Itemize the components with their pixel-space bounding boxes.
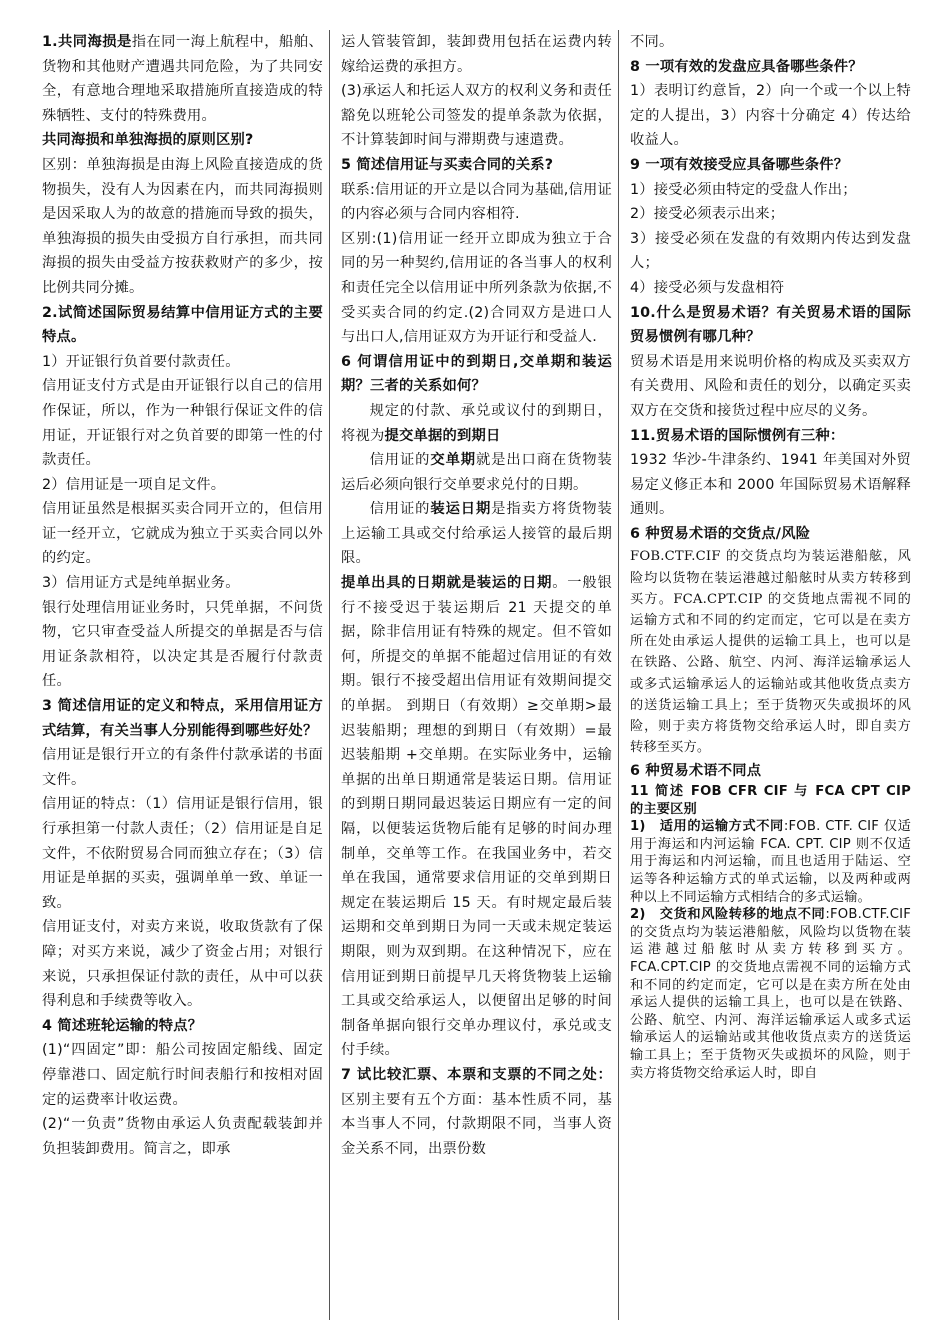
bold-text: 1.共同海损是 <box>42 34 132 50</box>
section-heading <box>42 1014 323 1039</box>
paragraph <box>42 1038 323 1112</box>
paragraph <box>630 906 911 1082</box>
section-heading <box>630 522 911 547</box>
text: 。一般银行不接受迟于装运期后 21 天提交的单据，除非信用证有特殊的规定。但不管如何，所提交的单据不能超过信用证的有效期。银行不接受超出信用证有效期间提交的单据。 到期日（有效期）≥交单期>最迟装船期；理想的到期日（有效期）=最迟装船期 +交单期。在实际业务中，运输单据的出单日期通常是装运日期。信用证的到期日期同最迟装运日期应有一定的间隔，以便装运货物后能有足够的时间办理制单，交单等工作。在我国业务中，若交单在我国，通常要求信用证的交单到期日规定在装运期后 15 天。有时规定最后装运期和交单到期日为同一天或未规定装运期限，则为双到期。在这种情况下，应在信用证到期日前提早几天将货物装上运输工具或交给承运人，以便留出足够的时间制备单据向银行交单办理议付，承兑或支付手续。 <box>341 575 612 1059</box>
paragraph <box>341 30 612 79</box>
bold-text: 交单期 <box>430 452 476 469</box>
paragraph <box>341 497 612 571</box>
bold-text: 提交单据的到期日 <box>384 427 501 444</box>
paragraph <box>341 178 612 227</box>
text: 11.贸易术语的国际惯例有三种： <box>630 427 845 444</box>
column-left <box>42 30 329 1320</box>
text: 2）接受必须表示出来； <box>630 206 785 223</box>
text: 信用证的 <box>369 501 431 518</box>
text: 11 简述 FOB CFR CIF 与 FCA CPT CIP 的主要区别 <box>630 784 911 817</box>
bold-text: 装运日期 <box>430 501 492 518</box>
text: 3 简述信用证的定义和特点，采用信用证方式结算，有关当事人分别能得到哪些好处？ <box>42 698 323 739</box>
paragraph <box>42 30 323 128</box>
paragraph <box>42 915 323 1013</box>
section-heading <box>630 153 911 178</box>
text: 信用证的特点：（1）信用证是银行信用，银行承担第一付款人责任；（2）信用证是自足文件，不依附贸易合同而独立存在；（3）信用证是单据的买卖，强调单单一致、单证一致。 <box>42 796 323 911</box>
text: 3）接受必须在发盘的有效期内传达到发盘人； <box>630 230 911 272</box>
paragraph <box>341 399 612 448</box>
paragraph <box>630 202 911 227</box>
paragraph <box>341 1063 612 1161</box>
text: 银行处理信用证业务时，只凭单据，不问货物，它只审查受益人所提交的单据是否与信用证条款相符，以决定其是否履行付款责任。 <box>42 599 323 690</box>
column-right <box>618 30 911 1320</box>
text: 6 种贸易术语的交货点/风险 <box>630 525 811 542</box>
paragraph <box>630 350 911 424</box>
text: 5 简述信用证与买卖合同的关系? <box>341 156 554 173</box>
text: FOB.CTF.CIF 的交货点均为装运港船舷，风险均以货物在装运港越过船舷时从卖方转移到买方。FCA.CPT.CIP 的交货地点需视不同的运输方式和不同的约定而定，它可以是在卖方所在处由承运人提供的运输工具上，也可以是在铁路、公路、航空、内河、海洋运输承运人或多式运输承运人的运输站或其他收货点卖方的送货运输工具上；至于货物灭失或损坏的风险，则于卖方将货物交给承运人时，即自卖方转移至买方。 <box>630 549 911 756</box>
bold-text: 1) 适用的运输方式不同 <box>630 819 784 835</box>
text: (1)“四固定”即：船公司按固定船线、固定停靠港口、固定航行时间表船行和按相对固定的运费率计收运费。 <box>42 1042 323 1108</box>
paragraph <box>630 818 911 906</box>
paragraph <box>42 571 323 596</box>
text: 4 简述班轮运输的特点？ <box>42 1017 203 1034</box>
paragraph <box>630 227 911 276</box>
text: 信用证支付方式是由开证银行以自己的信用作保证，所以，作为一种银行保证文件的信用证，开证银行对之负首要的即第一性的付款责任。 <box>42 378 323 469</box>
paragraph <box>630 448 911 522</box>
text: 信用证是银行开立的有条件付款承诺的书面文件。 <box>42 747 323 788</box>
paragraph <box>42 497 323 571</box>
section-heading <box>630 783 911 818</box>
section-heading <box>42 694 323 743</box>
paragraph <box>341 571 612 1063</box>
paragraph <box>42 350 323 375</box>
text: 信用证虽然是根据买卖合同开立的，但信用证一经开立，它就成为独立于买卖合同以外的约定。 <box>42 501 323 567</box>
text: 6 种贸易术语不同点 <box>630 762 762 779</box>
column-middle <box>329 30 618 1320</box>
document-page <box>42 30 922 1320</box>
text: 联系:信用证的开立是以合同为基础,信用证的内容必须与合同内容相符. <box>341 181 612 223</box>
text: 4）接受必须与发盘相符 <box>630 279 785 296</box>
section-heading <box>42 301 323 350</box>
text: 1）接受必须由特定的受盘人作出； <box>630 181 857 198</box>
text: 不同。 <box>630 34 674 50</box>
text: 8 一项有效的发盘应具备哪些条件？ <box>630 58 863 75</box>
paragraph <box>42 743 323 792</box>
text: 是指卖方将货物装上运输工具或交付给承运人接管的最后期限。 <box>341 501 612 567</box>
text: 1932 华沙-牛津条约、1941 年美国对外贸易定义修正本和 2000 年国际贸易术语解释通则。 <box>630 452 911 518</box>
text: 就是出口商在货物装运后必须向银行交单要求兑付的日期。 <box>341 452 612 493</box>
paragraph <box>341 79 612 153</box>
text: 2.试简述国际贸易结算中信用证方式的主要特点。 <box>42 304 323 346</box>
text: (2)“一负责”货物由承运人负责配载装卸并负担装卸费用。简言之，即承 <box>42 1116 323 1157</box>
paragraph <box>42 792 323 915</box>
text: 区别:(1)信用证一经开立即成为独立于合同的另一种契约,信用证的各当事人的权利和责任完全以信用证中所列条款为依据,不受买卖合同的约定.(2)合同双方是进口人与出口人,信用证双方为开证行和受益人. <box>341 230 612 346</box>
bold-text: 7 试比较汇票、本票和支票的不同之处： <box>341 1066 612 1083</box>
section-heading <box>630 424 911 449</box>
text: 信用证支付，对卖方来说，收取货款有了保障；对买方来说，减少了资金占用；对银行来说，只承担保证付款的责任，从中可以获得利息和手续费等收入。 <box>42 919 323 1010</box>
text: 规定的付款、承兑或议付的到期日，将视为 <box>341 402 612 444</box>
paragraph <box>42 153 323 301</box>
text: 9 一项有效接受应具备哪些条件？ <box>630 156 849 173</box>
section-heading <box>42 128 323 153</box>
paragraph <box>42 374 323 472</box>
text: :FOB. CTF. CIF 仅适用于海运和内河运输 FCA. CPT. CIP 则不仅适用于海运和内河运输，而且也适用于陆运、空运等各种运输方式的单式运输，以及两种或两种以上不同运输方式相结合的多式运输。 <box>630 819 911 905</box>
text: 指在同一海上航程中，船舶、货物和其他财产遭遇共同危险，为了共同安全，有意地合理地采取措施所直接造成的特殊牺牲、支付的特殊费用。 <box>42 34 323 124</box>
bold-text: 2) 交货和风险转移的地点不同 <box>630 907 826 923</box>
text: :FOB.CTF.CIF 的交货点均为装运港船舷，风险均以货物在装运港越过船舷时从卖方转移到买方。FCA.CPT.CIP 的交货地点需视不同的运输方式和不同的约定而定，它可以是在卖方所在处由承运人提供的运输工具上，也可以是在铁路、公路、航空、内河、海洋运输承运人或多式运输承运人的运输站或其他收货点卖方的送货运输工具上；至于货物灭失或损坏的风险，则于卖方将货物交给承运人时，即自 <box>630 907 911 1081</box>
text: 贸易术语是用来说明价格的构成及买卖双方有关费用、风险和责任的划分，以确定买卖双方在交货和接货过程中应尽的义务。 <box>630 353 911 419</box>
paragraph <box>42 596 323 694</box>
section-heading <box>630 55 911 80</box>
section-heading <box>341 153 612 178</box>
text: 区别：单独海损是由海上风险直接造成的货物损失，没有人为因素在内，而共同海损则是因采取人为的故意的措施而导致的损失，单独海损的损失由受损方自行承担，而共同海损的损失由受益方按获救财产的多少，按比例共同分摊。 <box>42 156 323 296</box>
paragraph <box>630 30 911 55</box>
text: 信用证的 <box>369 452 431 469</box>
text: 1）开证银行负首要付款责任。 <box>42 353 240 370</box>
text: 6 何谓信用证中的到期日,交单期和装运期？三者的关系如何？ <box>341 353 612 395</box>
text: 3）信用证方式是纯单据业务。 <box>42 575 240 592</box>
paragraph <box>630 276 911 301</box>
bold-text: 提单出具的日期就是装运的日期 <box>341 575 553 592</box>
paragraph <box>630 178 911 203</box>
section-heading <box>341 350 612 399</box>
text: 共同海损和单独海损的原则区别? <box>42 132 254 149</box>
section-heading <box>630 759 911 784</box>
text: 区别主要有五个方面：基本性质不同，基本当事人不同，付款期限不同，当事人资金关系不同，出票份数 <box>341 1091 612 1157</box>
text: 1）表明订约意旨，2）向一个或一个以上特定的人提出，3）内容十分确定 4）传达给收益人。 <box>630 83 911 149</box>
text: (3)承运人和托运人双方的权利义务和责任豁免以班轮公司签发的提单条款为依据，不计算装卸时间与滞期费与速遣费。 <box>341 83 612 149</box>
paragraph <box>42 473 323 498</box>
text: 运人管装管卸，装卸费用包括在运费内转嫁给运费的承担方。 <box>341 34 612 75</box>
paragraph <box>42 1112 323 1161</box>
paragraph <box>630 546 911 758</box>
text: 2）信用证是一项自足文件。 <box>42 476 226 493</box>
paragraph <box>341 227 612 350</box>
text: 10.什么是贸易术语？有关贸易术语的国际贸易惯例有哪几种？ <box>630 304 911 346</box>
paragraph <box>630 79 911 153</box>
section-heading <box>630 301 911 350</box>
paragraph <box>341 448 612 497</box>
